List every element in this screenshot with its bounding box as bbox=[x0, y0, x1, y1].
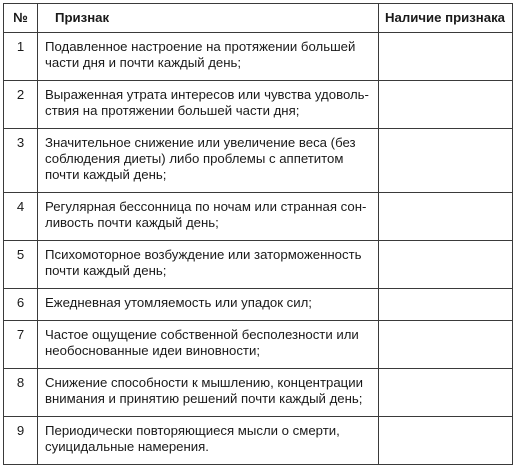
row-sign bbox=[38, 321, 379, 369]
table-row bbox=[4, 33, 513, 81]
sign-text-line: Периодически повторяющиеся мысли о смерти, bbox=[45, 423, 340, 438]
row-sign bbox=[38, 289, 379, 321]
row-sign bbox=[38, 241, 379, 289]
header-row bbox=[4, 4, 513, 33]
sign-text-line: Снижение способности к мышлению, концентрации bbox=[45, 375, 363, 390]
sign-text-line: необоснованные идеи виновности; bbox=[45, 343, 260, 358]
sign-text-line: части дня и почти каждый день; bbox=[45, 55, 242, 70]
sign-text-line: соблюдения диеты) либо проблемы с аппетитом bbox=[45, 151, 344, 166]
row-number: 5 bbox=[4, 241, 38, 289]
sign-text-line: Ежедневная утомляемость или упадок сил; bbox=[45, 295, 312, 310]
table-row bbox=[4, 369, 513, 417]
presence-cell[interactable] bbox=[379, 289, 513, 321]
row-sign bbox=[38, 129, 379, 193]
table-row bbox=[4, 289, 513, 321]
presence-cell[interactable] bbox=[379, 321, 513, 369]
table-row bbox=[4, 193, 513, 241]
row-sign bbox=[38, 417, 379, 465]
sign-text-line: суицидальные намерения. bbox=[45, 439, 209, 454]
row-number: 6 bbox=[4, 289, 38, 321]
presence-cell[interactable] bbox=[379, 33, 513, 81]
row-sign bbox=[38, 193, 379, 241]
sign-text-line: почти каждый день; bbox=[45, 167, 167, 182]
row-number: 4 bbox=[4, 193, 38, 241]
row-sign bbox=[38, 33, 379, 81]
sign-text-line: ствия на протяжении большей части дня; bbox=[45, 103, 300, 118]
symptom-checklist bbox=[3, 3, 512, 465]
presence-cell[interactable] bbox=[379, 81, 513, 129]
table-row bbox=[4, 241, 513, 289]
row-number: 3 bbox=[4, 129, 38, 193]
row-number: 8 bbox=[4, 369, 38, 417]
header-number: № bbox=[4, 4, 38, 33]
sign-text-line: почти каждый день; bbox=[45, 263, 167, 278]
sign-text-line: Выраженная утрата интересов или чувства удоволь- bbox=[45, 87, 369, 102]
sign-text-line: Регулярная бессонница по ночам или странная сон- bbox=[45, 199, 367, 214]
presence-cell[interactable] bbox=[379, 417, 513, 465]
sign-text-line: внимания и принятию решений почти каждый день; bbox=[45, 391, 363, 406]
presence-cell[interactable] bbox=[379, 193, 513, 241]
row-number: 9 bbox=[4, 417, 38, 465]
header-presence: Наличие признака bbox=[379, 4, 513, 33]
row-number: 7 bbox=[4, 321, 38, 369]
row-sign bbox=[38, 369, 379, 417]
presence-cell[interactable] bbox=[379, 369, 513, 417]
presence-cell[interactable] bbox=[379, 241, 513, 289]
presence-cell[interactable] bbox=[379, 129, 513, 193]
header-sign: Признак bbox=[38, 4, 379, 33]
sign-text-line: Частое ощущение собственной бесполезности или bbox=[45, 327, 359, 342]
sign-text-line: ливость почти каждый день; bbox=[45, 215, 219, 230]
table-row bbox=[4, 81, 513, 129]
sign-text-line: Значительное снижение или увеличение веса (без bbox=[45, 135, 356, 150]
symptom-table bbox=[3, 3, 513, 465]
table-row bbox=[4, 417, 513, 465]
row-number: 2 bbox=[4, 81, 38, 129]
row-number: 1 bbox=[4, 33, 38, 81]
table-row bbox=[4, 321, 513, 369]
row-sign bbox=[38, 81, 379, 129]
table-row bbox=[4, 129, 513, 193]
sign-text-line: Подавленное настроение на протяжении большей bbox=[45, 39, 356, 54]
sign-text-line: Психомоторное возбуждение или заторможенность bbox=[45, 247, 362, 262]
